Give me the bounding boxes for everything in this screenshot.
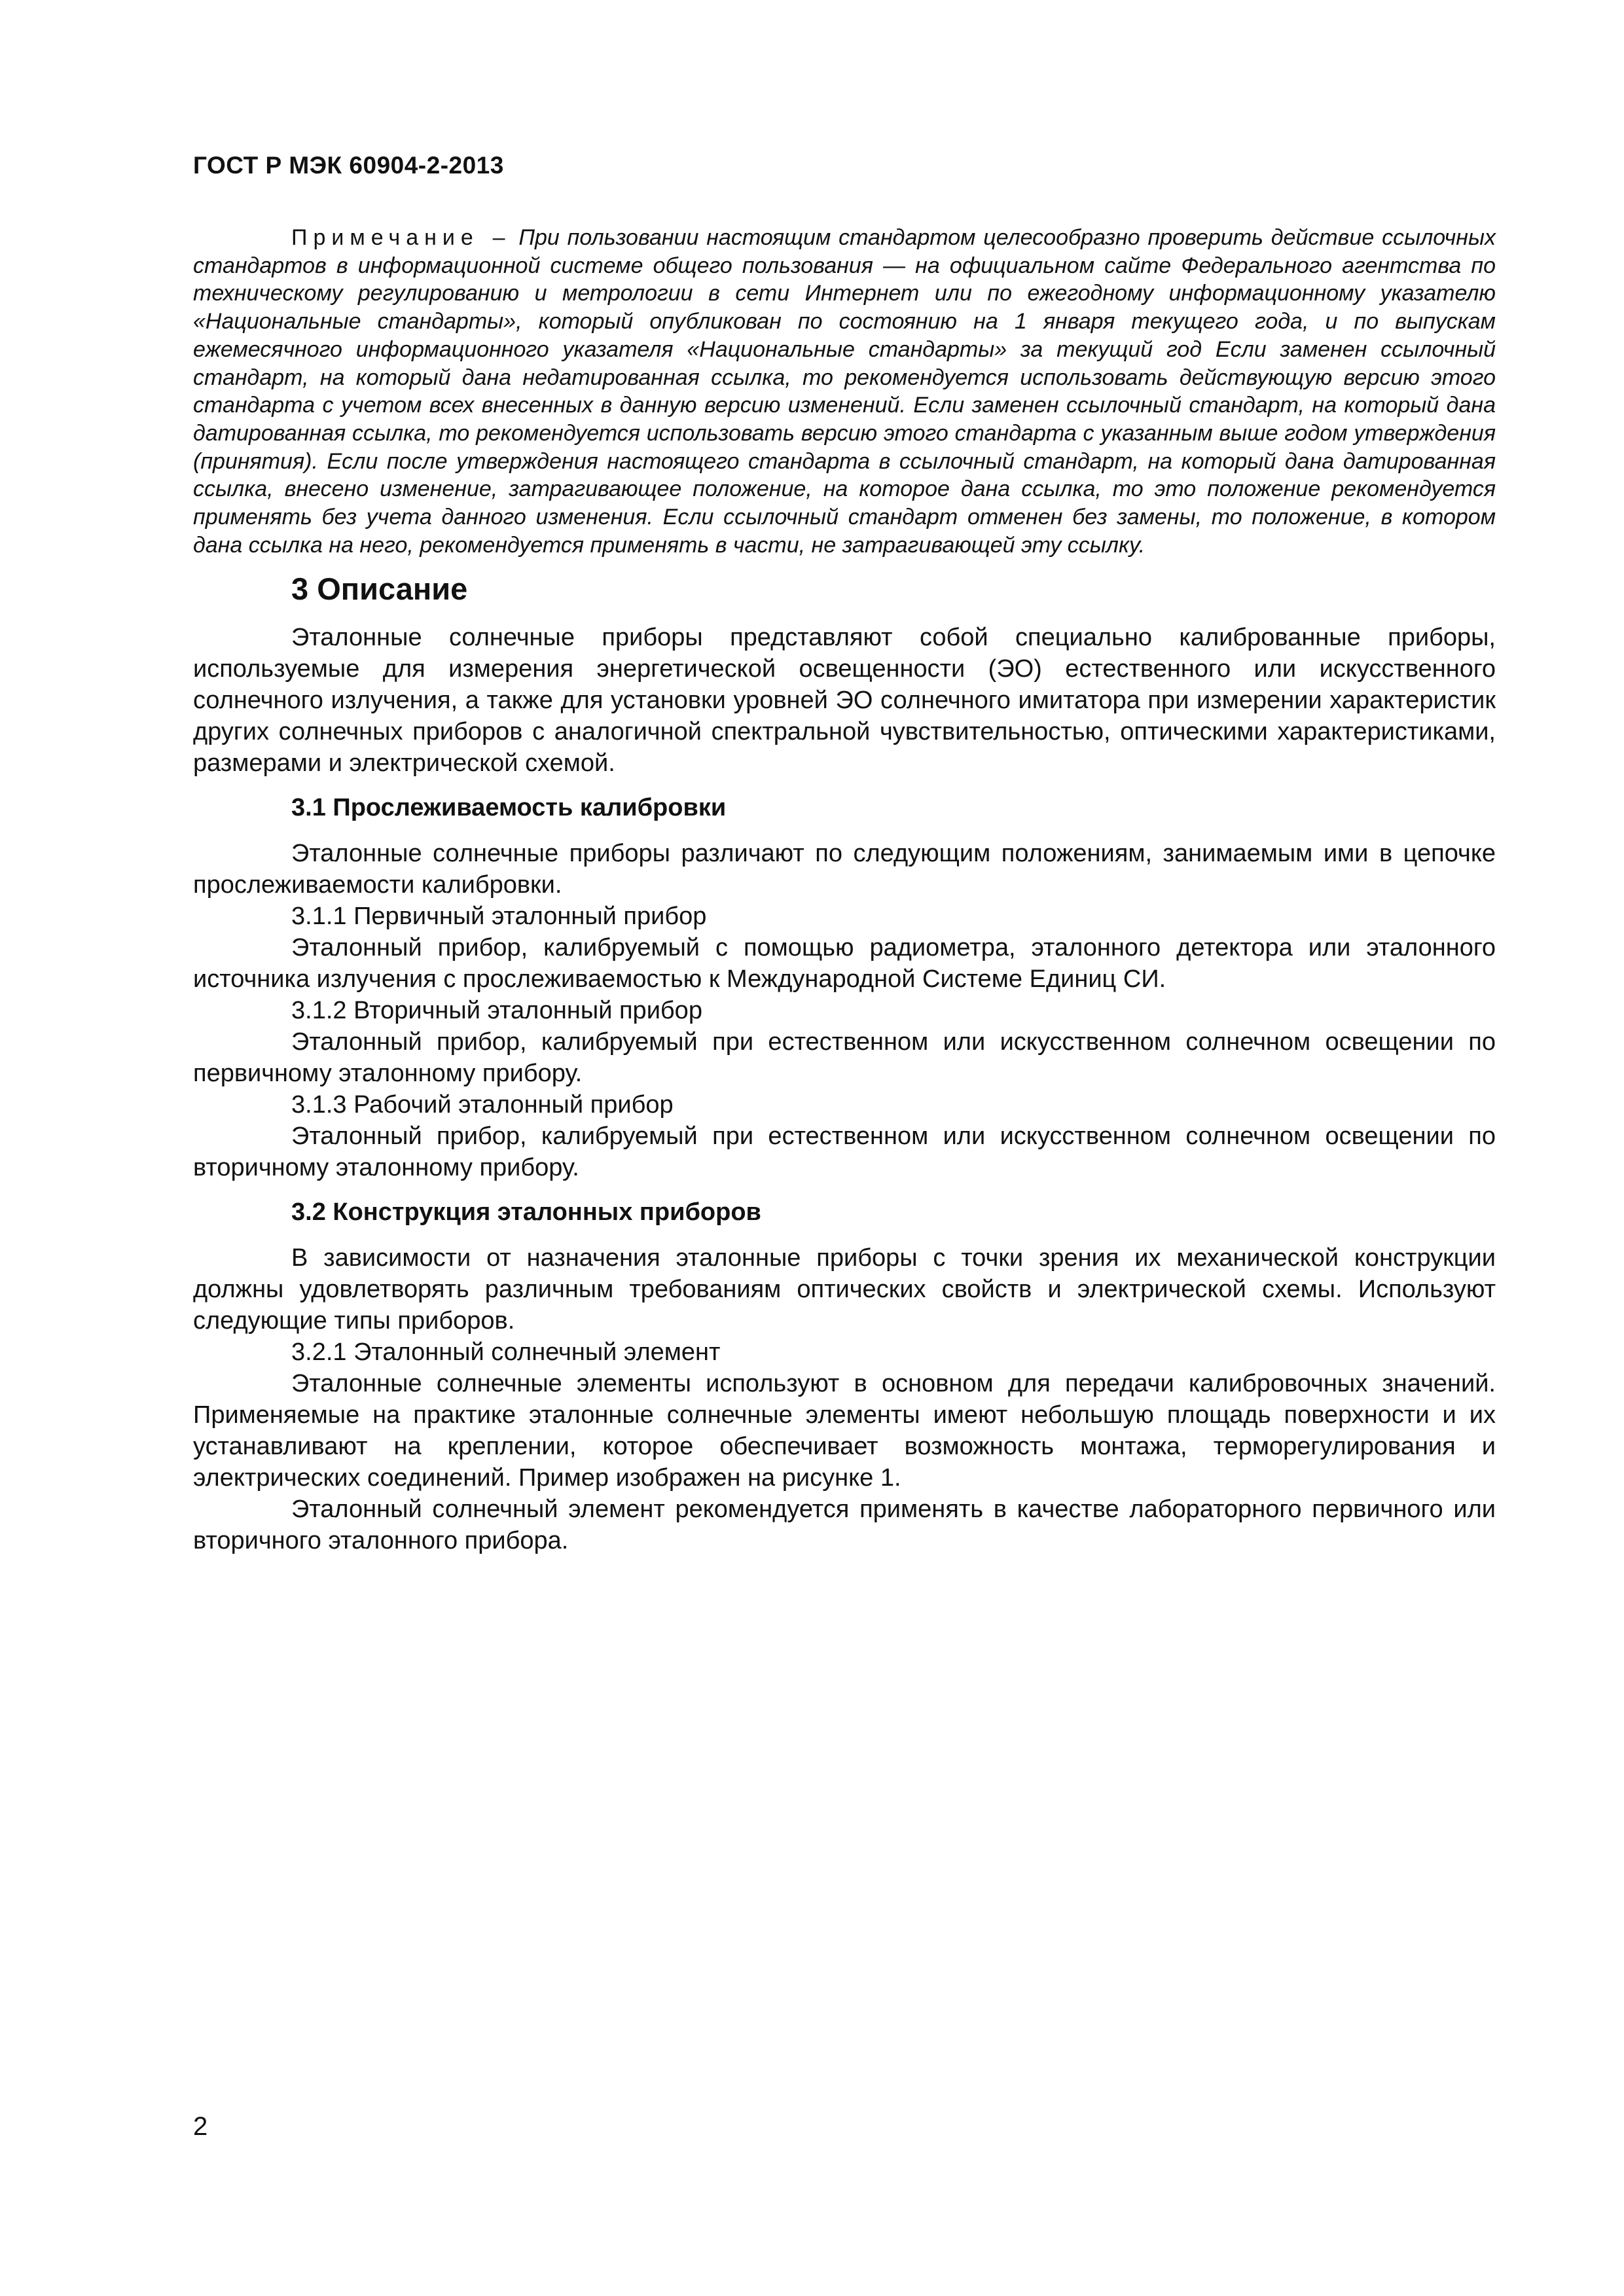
section-3-2-intro: В зависимости от назначения эталонные приборы с точки зрения их механической конструкции должны удовлетворять различным требованиям оптических свойств и электрической схемы. Используют следующие типы приборов. <box>193 1244 1496 1335</box>
item-3-1-3-title: 3.1.3 Рабочий эталонный прибор <box>291 1091 674 1119</box>
item-3-2-1-text: Эталонные солнечные элементы используют в основном для передачи калибровочных значений. Применяемые на практике эталонные солнечные элементы имеют небольшую площадь поверхности и их устанавливают на креплении, которое обеспечивает возможность монтажа, терморегулирования и электрических соединений. Пример изображен на рисунке 1. <box>193 1370 1496 1492</box>
page-content <box>193 224 1496 1556</box>
note-paragraph <box>193 224 1496 559</box>
section-3-intro: Эталонные солнечные приборы представляют собой специально калиброванные приборы, используемые для измерения энергетической освещенности (ЭО) естественного или искусственного солнечного излучения, а также для установки уровней ЭО солнечного имитатора при измерении характеристик других солнечных приборов с аналогичной спектральной чувствительностью, оптическими характеристиками, размерами и электрической схемой. <box>193 624 1496 778</box>
note-text: При пользовании настоящим стандартом целесообразно проверить действие ссылочных стандартов в информационной системе общего пользования — на официальном сайте Федерального агентства по техническому регулированию и метрологии в сети Интернет или по ежегодному информационному указателю «Национальные стандарты», который опубликован по состоянию на 1 января текущего года, и по выпускам ежемесячного информационного указателя «Национальные стандарты» за текущий год Если заменен ссылочный стандарт, на который дана недатированная ссылка, то рекомендуется использовать действующую версию этого стандарта с учетом всех внесенных в данную версию изменений. Если заменен ссылочный стандарт, на который дана датированная ссылка, то рекомендуется использовать версию этого стандарта с указанным выше годом утверждения (принятия). Если после утверждения настоящего стандарта в ссылочный стандарт, на который дана датированная ссылка, внесено изменение, затрагивающее положение, на которое дана ссылка, то это положение рекомендуется применять без учета данного изменения. Если ссылочный стандарт отменен без замены, то положение, в котором дана ссылка на него, рекомендуется применять в части, не затрагивающей эту ссылку. <box>193 225 1496 558</box>
item-3-1-1-text: Эталонный прибор, калибруемый с помощью радиометра, эталонного детектора или эталонного источника излучения с прослеживаемостью к Международной Системе Единиц СИ. <box>193 934 1496 994</box>
section-3-2-title: 3.2 Конструкция эталонных приборов <box>291 1198 761 1227</box>
section-3-title: 3 Описание <box>291 571 468 607</box>
item-3-2-1-text-2: Эталонный солнечный элемент рекомендуется применять в качестве лабораторного первичного или вторичного эталонного прибора. <box>193 1496 1496 1555</box>
document-code-header: ГОСТ Р МЭК 60904-2-2013 <box>193 152 504 179</box>
item-3-2-1-title: 3.2.1 Эталонный солнечный элемент <box>291 1338 721 1367</box>
item-3-1-3-text: Эталонный прибор, калибруемый при естественном или искусственном солнечном освещении по вторичному эталонному прибору. <box>193 1122 1496 1182</box>
section-3-1-intro: Эталонные солнечные приборы различают по следующим положениям, занимаемым ими в цепочке прослеживаемости калибровки. <box>193 840 1496 899</box>
item-3-1-1-title: 3.1.1 Первичный эталонный прибор <box>291 903 707 931</box>
item-3-1-2-text: Эталонный прибор, калибруемый при естественном или искусственном солнечном освещении по первичному эталонному прибору. <box>193 1028 1496 1088</box>
item-3-1-2-title: 3.1.2 Вторичный эталонный прибор <box>291 997 702 1025</box>
section-3-1-title: 3.1 Прослеживаемость калибровки <box>291 794 727 822</box>
note-label: Примечание – <box>291 225 511 250</box>
page-number: 2 <box>193 2112 208 2141</box>
